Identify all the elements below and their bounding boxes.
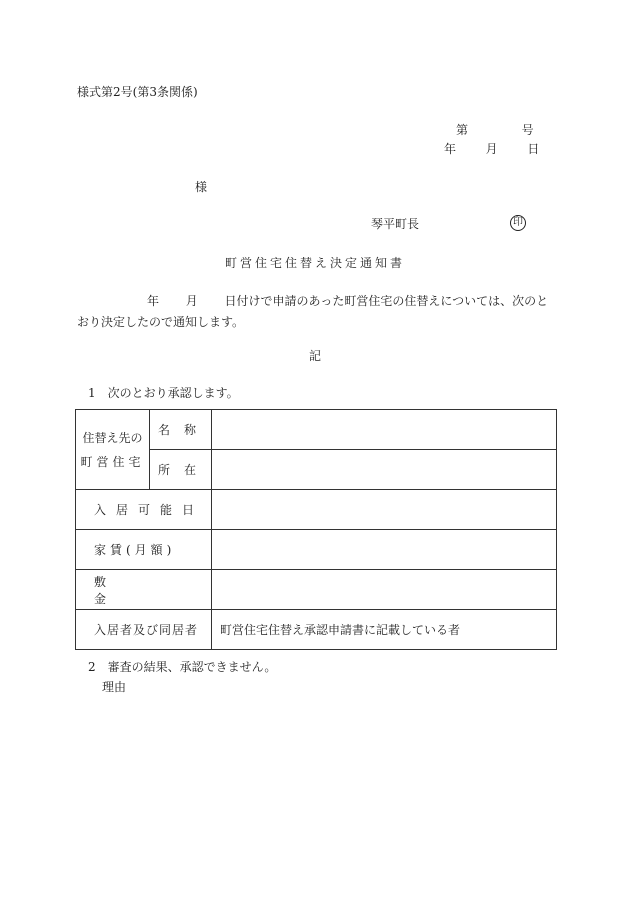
notice-body bbox=[77, 291, 559, 333]
item-1-approved: 1 次のとおり承認します。 bbox=[88, 386, 239, 400]
date-day: 日 bbox=[527, 142, 540, 156]
available-date-value bbox=[212, 490, 557, 530]
deposit-value bbox=[212, 570, 557, 610]
decision-table bbox=[75, 409, 557, 650]
group-label-cell bbox=[76, 410, 150, 490]
document-title: 町営住宅住替え決定通知書 bbox=[224, 256, 405, 270]
group-label-line-1: 住替え先の bbox=[82, 430, 143, 445]
rent-label: 家賃(月額) bbox=[76, 530, 212, 570]
doc-number-prefix: 第 bbox=[456, 123, 469, 137]
table-row bbox=[76, 610, 557, 650]
location-label: 所在 bbox=[150, 450, 212, 490]
doc-number-suffix: 号 bbox=[521, 123, 534, 137]
issuer-name: 琴平町長 bbox=[371, 217, 420, 231]
seal-mark: 印 bbox=[510, 215, 526, 231]
date-month: 月 bbox=[485, 142, 498, 156]
table-row bbox=[76, 410, 557, 450]
body-month: 月 bbox=[185, 294, 198, 308]
name-value bbox=[212, 410, 557, 450]
reason-label: 理由 bbox=[102, 680, 127, 694]
body-text: 日付けで申請のあった町営住宅の住替えについては、次のとおり決定したので通知します。 bbox=[77, 294, 549, 329]
location-value bbox=[212, 450, 557, 490]
date-year: 年 bbox=[444, 142, 457, 156]
name-label: 名称 bbox=[150, 410, 212, 450]
available-date-label: 入居可能日 bbox=[76, 490, 212, 530]
table-row bbox=[76, 490, 557, 530]
addressee-suffix: 様 bbox=[195, 180, 208, 194]
residents-label: 入居者及び同居者 bbox=[76, 610, 212, 650]
ki-heading: 記 bbox=[308, 349, 321, 363]
table-row bbox=[76, 570, 557, 610]
body-year: 年 bbox=[147, 294, 160, 308]
form-number: 様式第2号(第3条関係) bbox=[77, 85, 198, 99]
table-row bbox=[76, 530, 557, 570]
group-label-line-2: 町営住宅 bbox=[80, 454, 145, 469]
item-2-rejected: 2 審査の結果、承認できません。 bbox=[88, 660, 277, 674]
issue-date bbox=[444, 141, 539, 157]
deposit-label: 敷金 bbox=[76, 570, 212, 610]
residents-value: 町営住宅住替え承認申請書に記載している者 bbox=[212, 610, 557, 650]
rent-value bbox=[212, 530, 557, 570]
document-number bbox=[456, 122, 534, 138]
